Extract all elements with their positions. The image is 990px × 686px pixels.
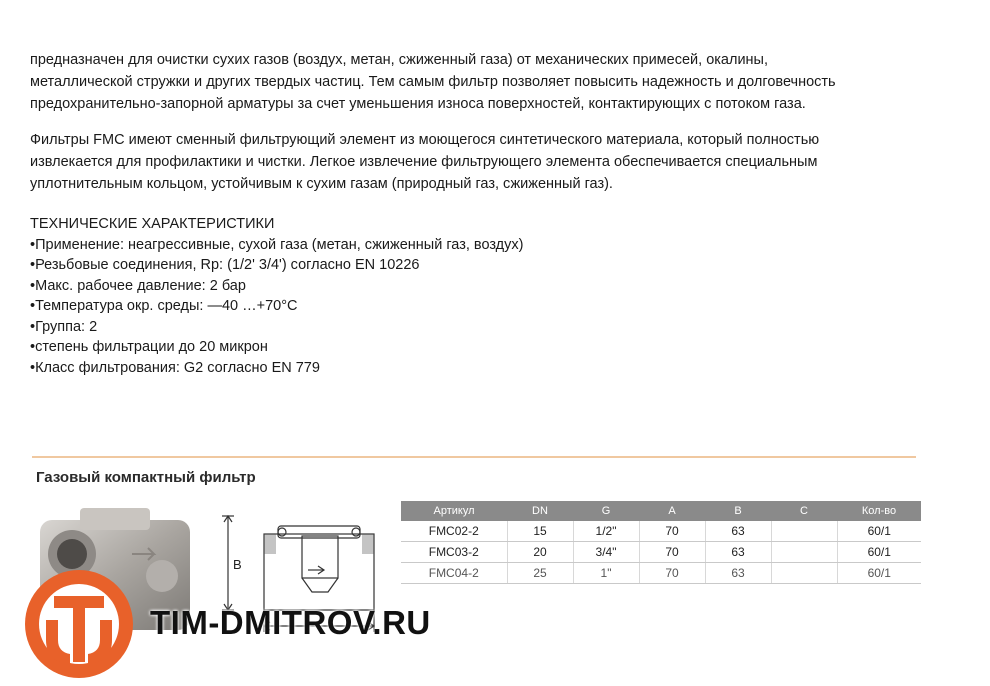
table-cell: FMC02-2 bbox=[401, 521, 507, 542]
brand-logo-icon bbox=[14, 566, 144, 682]
column-header: C bbox=[771, 501, 837, 521]
table-cell bbox=[771, 563, 837, 584]
table-cell: 60/1 bbox=[837, 521, 921, 542]
table-row bbox=[401, 521, 921, 542]
spec-item: •Резьбовые соединения, Rp: (1/2' 3/4') согласно EN 10226 bbox=[30, 257, 420, 273]
filter-element-paragraph bbox=[30, 129, 960, 195]
text-line: предназначен для очистки сухих газов (воздух, метан, сжиженный газа) от механических примесей, окалины, bbox=[30, 52, 768, 68]
text-line: уплотнительным кольцом, устойчивым к сухим газам (природный газ, сжиженный газ). bbox=[30, 176, 613, 192]
table-cell: 60/1 bbox=[837, 563, 921, 584]
specs-heading: ТЕХНИЧЕСКИЕ ХАРАКТЕРИСТИКИ bbox=[30, 216, 275, 232]
intro-paragraph bbox=[30, 49, 960, 115]
watermark-text: TIM-DMITROV.RU bbox=[150, 604, 431, 641]
table-cell: 1/2" bbox=[573, 521, 639, 542]
spec-table bbox=[401, 501, 921, 584]
table-row bbox=[401, 542, 921, 563]
table-cell: 3/4" bbox=[573, 542, 639, 563]
column-header: Артикул bbox=[401, 501, 507, 521]
table-cell: 63 bbox=[705, 521, 771, 542]
spec-item: •Макс. рабочее давление: 2 бар bbox=[30, 277, 246, 294]
table-cell: 1" bbox=[573, 563, 639, 584]
spec-item: •Класс фильтрования: G2 согласно EN 779 bbox=[30, 359, 320, 376]
spec-item: •Температура окр. среды: —40 …+70°C bbox=[30, 298, 298, 314]
section-divider bbox=[32, 456, 916, 458]
spec-item: •Группа: 2 bbox=[30, 318, 98, 335]
text-line: Фильтры FMC имеют сменный фильтрующий элемент из моющегося синтетического материала, который полностью bbox=[30, 132, 820, 148]
table-cell bbox=[771, 542, 837, 563]
text-line: извлекается для профилактики и чистки. Легкое извлечение фильтрующего элемента обеспечивается специальным bbox=[30, 154, 818, 170]
text-line: предохранительно-запорной арматуры за счет уменьшения износа поверхностей, контактирующих с потоком газа. bbox=[30, 96, 806, 112]
table-cell: 63 bbox=[705, 542, 771, 563]
section-title: Газовый компактный фильтр bbox=[36, 469, 256, 486]
column-header: Кол-во bbox=[837, 501, 921, 521]
table-row bbox=[401, 563, 921, 584]
technical-specs bbox=[30, 214, 523, 378]
table-cell: 63 bbox=[705, 563, 771, 584]
column-header: A bbox=[639, 501, 705, 521]
table-cell: 15 bbox=[507, 521, 573, 542]
table-cell: 25 bbox=[507, 563, 573, 584]
table-cell: 20 bbox=[507, 542, 573, 563]
spec-item: •степень фильтрации до 20 микрон bbox=[30, 339, 268, 355]
table-header-row bbox=[401, 501, 921, 521]
table-cell: 60/1 bbox=[837, 542, 921, 563]
spec-item: •Применение: неагрессивные, сухой газа (метан, сжиженный газ, воздух) bbox=[30, 236, 524, 253]
text-line: металлической стружки и других твердых частиц. Тем самым фильтр позволяет повысить надежность и долговечность bbox=[30, 74, 836, 90]
column-header: B bbox=[705, 501, 771, 521]
dimension-label: B bbox=[233, 557, 242, 572]
table-cell: 70 bbox=[639, 521, 705, 542]
table-cell bbox=[771, 521, 837, 542]
table-cell: 70 bbox=[639, 542, 705, 563]
column-header: DN bbox=[507, 501, 573, 521]
table-cell: FMC04-2 bbox=[401, 563, 507, 584]
column-header: G bbox=[573, 501, 639, 521]
table-cell: 70 bbox=[639, 563, 705, 584]
table-cell: FMC03-2 bbox=[401, 542, 507, 563]
